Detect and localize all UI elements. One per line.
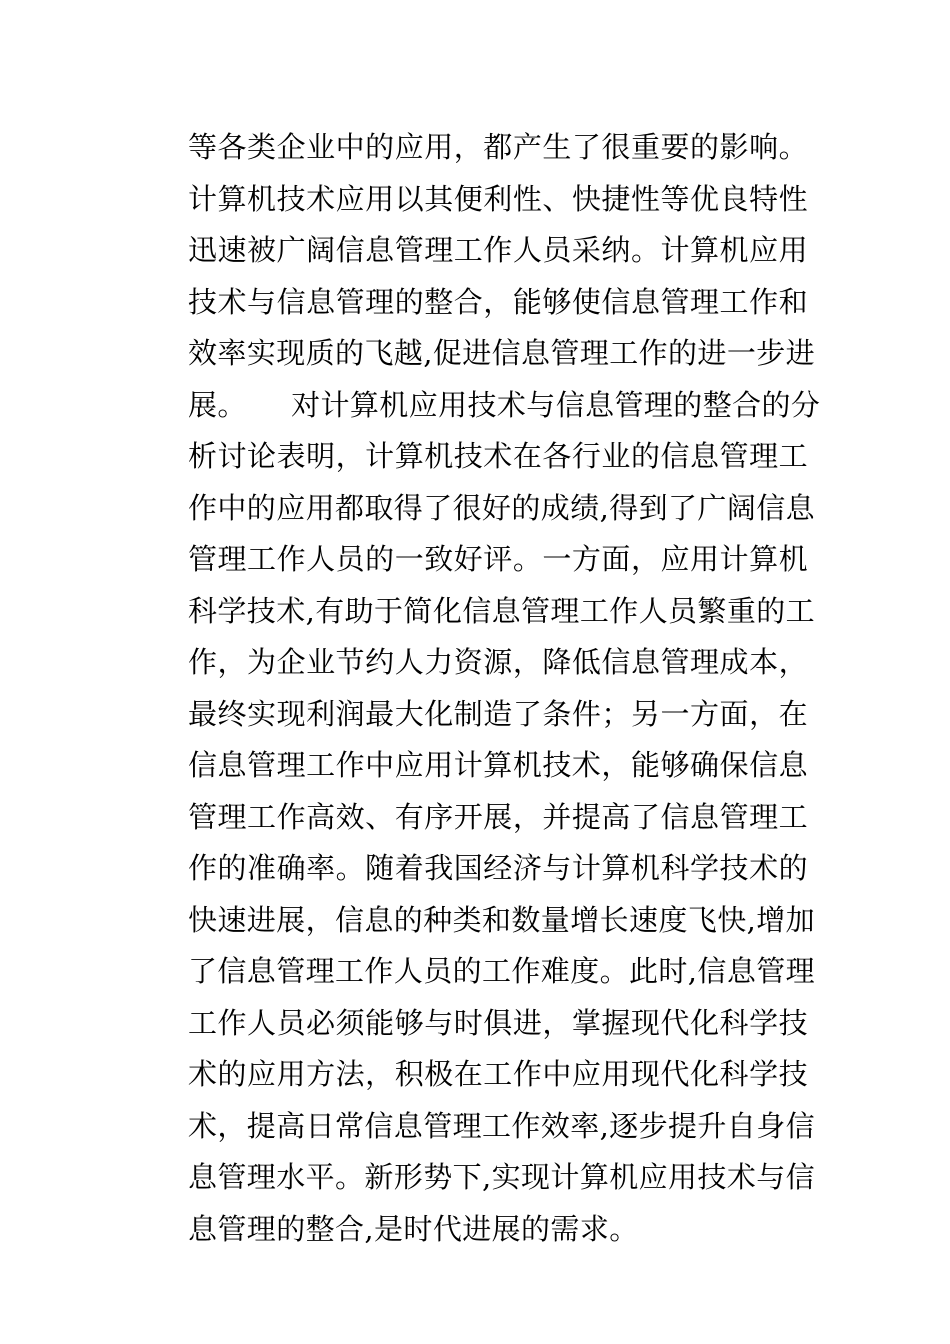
text-line: 管理工作高效、有序开展，并提高了信息管理工 xyxy=(188,799,808,834)
text-line: 管理工作人员的一致好评。一方面，应用计算机 xyxy=(188,542,808,576)
text-line: 析讨论表明，计算机技术在各行业的信息管理工 xyxy=(188,439,808,473)
text-line: 了信息管理工作人员的工作难度。此时,信息管理 xyxy=(188,954,816,988)
text-line: 术的应用方法，积极在工作中应用现代化科学技 xyxy=(188,1057,808,1091)
text-line: 展。 对计算机应用技术与信息管理的整合的分 xyxy=(188,387,821,422)
text-line: 技术与信息管理的整合，能够使信息管理工作和 xyxy=(188,284,808,319)
text-line: 作中的应用都取得了很好的成绩,得到了广阔信息 xyxy=(188,490,816,525)
text-line: 术，提高日常信息管理工作效率,逐步提升自身信 xyxy=(188,1108,816,1143)
text-line: 作的准确率。随着我国经济与计算机科学技术的 xyxy=(188,851,808,885)
text-line: 迅速被广阔信息管理工作人员采纳。计算机应用 xyxy=(188,233,808,267)
text-line: 最终实现利润最大化制造了条件；另一方面，在 xyxy=(188,696,808,731)
text-line: 作，为企业节约人力资源，降低信息管理成本， xyxy=(188,645,808,679)
text-line: 等各类企业中的应用，都产生了很重要的影响。 xyxy=(188,130,808,164)
text-line: 息管理的整合,是时代进展的需求。 xyxy=(188,1211,639,1246)
text-line: 效率实现质的飞越,促进信息管理工作的进一步进 xyxy=(188,336,816,370)
text-line: 科学技术,有助于简化信息管理工作人员繁重的工 xyxy=(188,593,816,628)
text-line: 计算机技术应用以其便利性、快捷性等优良特性 xyxy=(188,181,808,216)
text-line: 工作人员必须能够与时俱进，掌握现代化科学技 xyxy=(188,1005,808,1040)
text-line: 快速进展，信息的种类和数量增长速度飞快,增加 xyxy=(188,902,816,937)
body-text xyxy=(188,122,821,1255)
text-line: 信息管理工作中应用计算机技术，能够确保信息 xyxy=(188,748,808,782)
text-line: 息管理水平。新形势下,实现计算机应用技术与信 xyxy=(188,1160,816,1194)
